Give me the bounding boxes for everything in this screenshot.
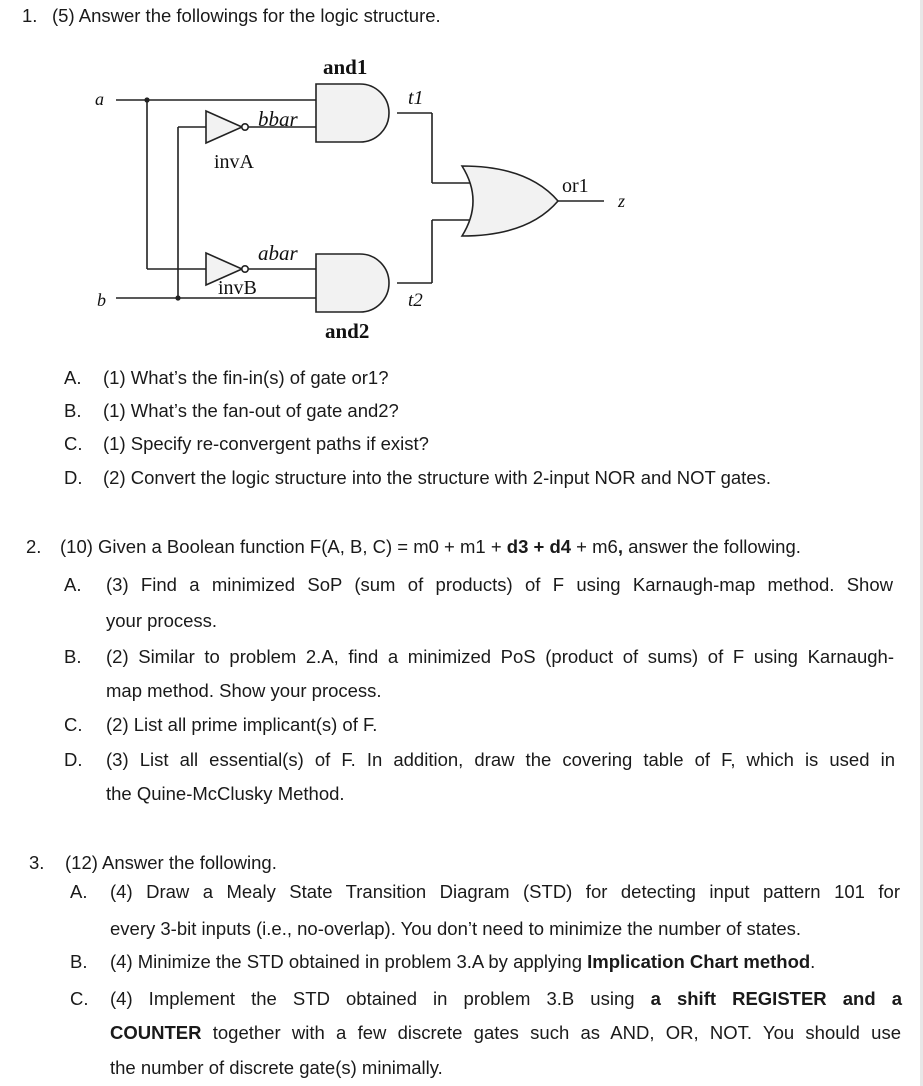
q1-item-d-text: (2) Convert the logic structure into the structure with 2-input NOR and NOT gates.: [103, 467, 772, 488]
and1-gate: [316, 84, 389, 142]
label-and1: and1: [323, 55, 368, 79]
q1-item-b-label: B.: [64, 400, 82, 421]
q2-item-b-label: B.: [64, 646, 82, 667]
q2-item-c-line1: (2) List all prime implicant(s) of F.: [106, 714, 378, 735]
or1-gate: [462, 166, 558, 236]
label-invB: invB: [218, 277, 257, 299]
label-and2: and2: [325, 319, 370, 343]
q2-item-d-line2: the Quine-McClusky Method.: [106, 783, 345, 804]
label-t2: t2: [408, 290, 423, 311]
q1-item-d-label: D.: [64, 467, 83, 488]
q1-heading: (5) Answer the followings for the logic structure.: [52, 5, 441, 26]
q1-item-c-text: (1) Specify re-convergent paths if exist?: [103, 433, 429, 454]
q2-item-d-label: D.: [64, 749, 83, 770]
q2-item-d-line1: (3) List all essential(s) of F. In addition, draw the covering table of F, which is used in: [106, 749, 895, 770]
q3-item-a-line2: every 3-bit inputs (i.e., no-overlap). You don’t need to minimize the number of states.: [110, 918, 802, 939]
q2-item-a-line2: your process.: [106, 610, 218, 631]
and2-gate: [316, 254, 389, 312]
label-abar: abar: [258, 241, 298, 265]
junction-dot: [144, 97, 149, 102]
q3-number: 3.: [29, 852, 45, 873]
q2-item-a-label: A.: [64, 574, 82, 595]
logic-circuit-diagram: [0, 40, 923, 390]
label-or1: or1: [562, 175, 589, 197]
q3-item-b-line1: (4) Minimize the STD obtained in problem 3.A by applying Implication Chart method.: [110, 951, 816, 972]
q3-item-c-line1: (4) Implement the STD obtained in problem 3.B using a shift REGISTER and a: [110, 988, 902, 1009]
q2-item-a-line1: (3) Find a minimized SoP (sum of products) of F using Karnaugh-map method. Show: [106, 574, 893, 595]
label-input-a: a: [95, 89, 104, 109]
q2-item-b-line1: (2) Similar to problem 2.A, find a minimized PoS (product of sums) of F using Karnaugh-: [106, 646, 894, 667]
q3-item-c-label: C.: [70, 988, 89, 1009]
label-bbar: bbar: [258, 107, 298, 131]
q2-item-b-line2: map method. Show your process.: [106, 680, 382, 701]
q2-item-c-label: C.: [64, 714, 83, 735]
q1-item-a-text: (1) What’s the fin-in(s) of gate or1?: [103, 367, 389, 388]
q2-heading: (10) Given a Boolean function F(A, B, C) = m0 + m1 + d3 + d4 + m6, answer the following.: [60, 536, 801, 557]
q2-number: 2.: [26, 536, 42, 557]
invA-gate: [206, 111, 248, 143]
q1-item-c-label: C.: [64, 433, 83, 454]
label-invA: invA: [214, 151, 254, 173]
q1-item-b-text: (1) What’s the fan-out of gate and2?: [103, 400, 399, 421]
q3-item-c-line3: the number of discrete gate(s) minimally.: [110, 1057, 443, 1078]
label-t1: t1: [408, 87, 424, 109]
q1-item-a-label: A.: [64, 367, 82, 388]
label-input-b: b: [97, 290, 106, 310]
q3-item-a-label: A.: [70, 881, 88, 902]
q3-heading: (12) Answer the following.: [65, 852, 277, 873]
junction-dot: [175, 295, 180, 300]
label-output-z: z: [618, 191, 626, 211]
q3-item-c-line2: COUNTER together with a few discrete gates such as AND, OR, NOT. You should use: [110, 1022, 901, 1043]
q1-number: 1.: [22, 5, 38, 26]
q3-item-b-label: B.: [70, 951, 88, 972]
q3-item-a-line1: (4) Draw a Mealy State Transition Diagram (STD) for detecting input pattern 101 for: [110, 881, 900, 902]
